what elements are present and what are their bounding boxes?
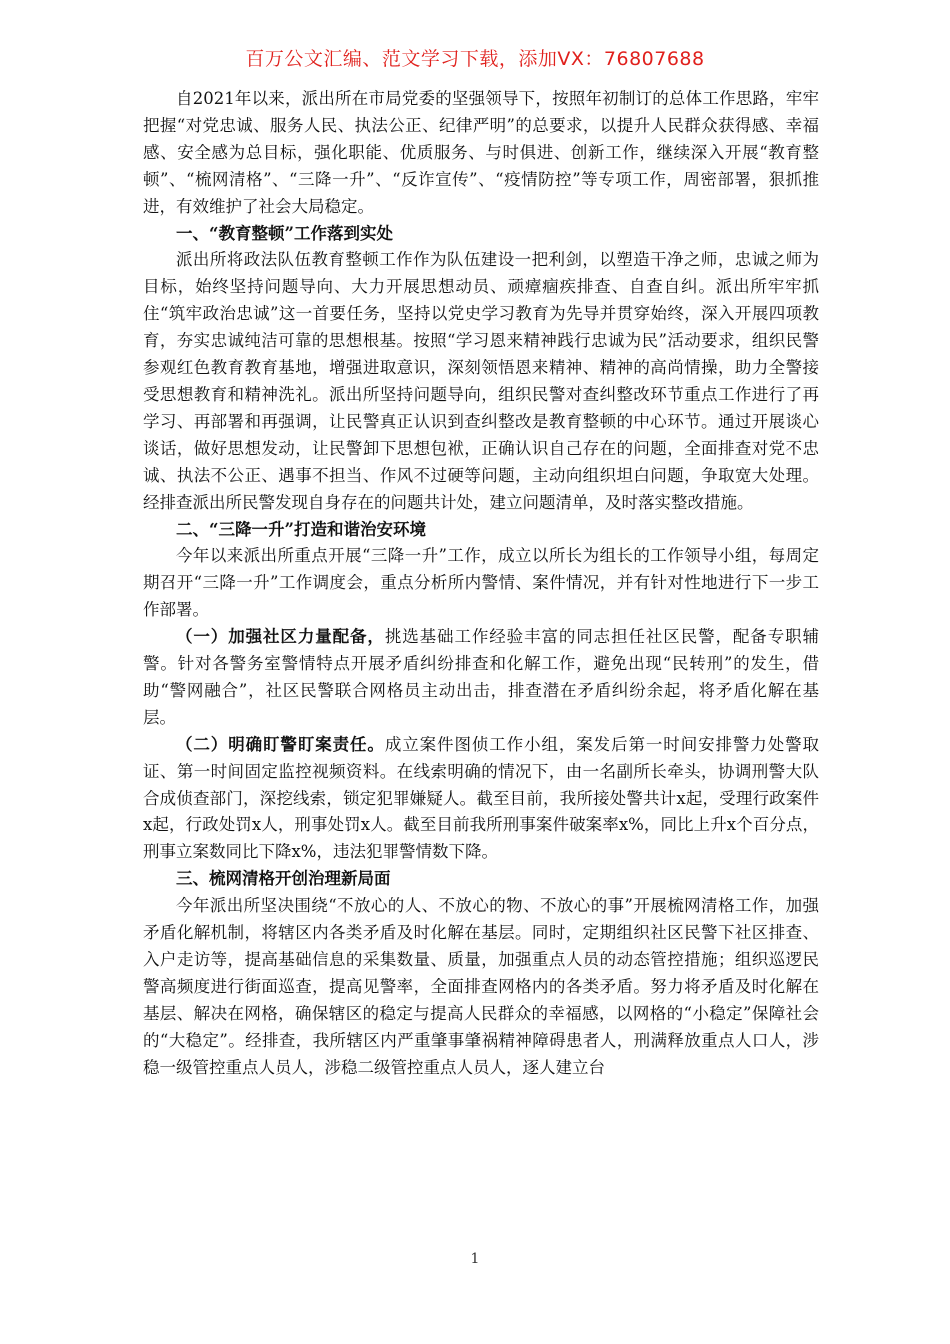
item-1-body: 挑选基础工作经验丰富的同志担任社区民警，配备专职辅警。针对各警务室警情特点开展矛盾纠纷排查和化解工作，避免出现“民转刑”的发生，借助“警网融合”，社区民警联合网格员主动出击，排查潜在矛盾纠纷余起，将矛盾化解在基层。 (143, 627, 820, 727)
section-2-item-2 (143, 732, 819, 867)
section-1-heading: 一、“教育整顿”工作落到实处 (176, 223, 393, 243)
document-body (143, 86, 819, 1082)
page-number: 1 (470, 1251, 480, 1267)
section-3-heading: 三、梳网清格开创治理新局面 (176, 869, 391, 889)
item-2-lead: （二）明确盯警盯案责任。 (176, 734, 385, 754)
section-1-paragraph: 派出所将政法队伍教育整顿工作作为队伍建设一把利剑，以塑造干净之师，忠诚之师为目标，始终坚持问题导向、大力开展思想动员、顽瘴痼疾排查、自查自纠。派出所牢牢抓住“筑牢政治忠诚”这一首要任务，坚持以党史学习教育为先导并贯穿始终，深入开展四项教育，夯实忠诚纯洁可靠的思想根基。按照“学习恩来精神践行忠诚为民”活动要求，组织民警参观红色教育教育基地，增强进取意识，深刻领悟恩来精神、精神的高尚情操，助力全警接受思想教育和精神洗礼。派出所坚持问题导向，组织民警对查纠整改环节重点工作进行了再学习、再部署和再强调，让民警真正认识到查纠整改是教育整顿的中心环节。通过开展谈心谈话，做好思想发动，让民警卸下思想包袱，正确认识自己存在的问题，全面排查对党不忠诚、执法不公正、遇事不担当、作风不过硬等问题，主动向组织坦白问题，争取宽大处理。经排查派出所民警发现自身存在的问题共计处，建立问题清单，及时落实整改措施。 (143, 250, 819, 512)
section-2-paragraph: 今年以来派出所重点开展“三降一升”工作，成立以所长为组长的工作领导小组，每周定期召开“三降一升”工作调度会，重点分析所内警情、案件情况，并有针对性地进行下一步工作部署。 (143, 546, 819, 620)
header-banner: 百万公文汇编、范文学习下载，添加VX：76807688 (245, 48, 705, 70)
intro-paragraph: 自2021年以来，派出所在市局党委的坚强领导下，按照年初制订的总体工作思路，牢牢把握“对党忠诚、服务人民、执法公正、纪律严明”的总要求，以提升人民群众获得感、幸福感、安全感为总目标，强化职能、优质服务、与时俱进、创新工作，继续深入开展“教育整顿”、“梳网清格”、“三降一升”、“反诈宣传”、“疫情防控”等专项工作，周密部署，狠抓推进，有效维护了社会大局稳定。 (143, 89, 819, 216)
section-2-item-1 (143, 624, 819, 732)
item-1-lead: （一）加强社区力量配备， (176, 627, 385, 647)
section-2-heading: 二、“三降一升”打造和谐治安环境 (176, 519, 426, 539)
item-2-body: 成立案件图侦工作小组，案发后第一时间安排警力处警取证、第一时间固定监控视频资料。在线索明确的情况下，由一名副所长牵头，协调刑警大队合成侦查部门，深挖线索，锁定犯罪嫌疑人。截至目前，我所接处警共计x起，受理行政案件x起，行政处罚x人，刑事处罚x人。截至目前我所刑事案件破案率x%，同比上升x个百分点，刑事立案数同比下降x%，违法犯罪警情数下降。 (143, 734, 820, 862)
section-3-paragraph: 今年派出所坚决围绕“不放心的人、不放心的物、不放心的事”开展梳网清格工作，加强矛盾化解机制，将辖区内各类矛盾及时化解在基层。同时，定期组织社区民警下社区排查、入户走访等，提高基础信息的采集数量、质量，加强重点人员的动态管控措施；组织巡逻民警高频度进行街面巡查，提高见警率，全面排查网格内的各类矛盾。努力将矛盾及时化解在基层、解决在网格，确保辖区的稳定与提高人民群众的幸福感，以网格的“小稳定”保障社会的“大稳定”。经排查，我所辖区内严重肇事肇祸精神障碍患者人，刑满释放重点人口人，涉稳一级管控重点人员人，涉稳二级管控重点人员人，逐人建立台 (143, 896, 819, 1077)
